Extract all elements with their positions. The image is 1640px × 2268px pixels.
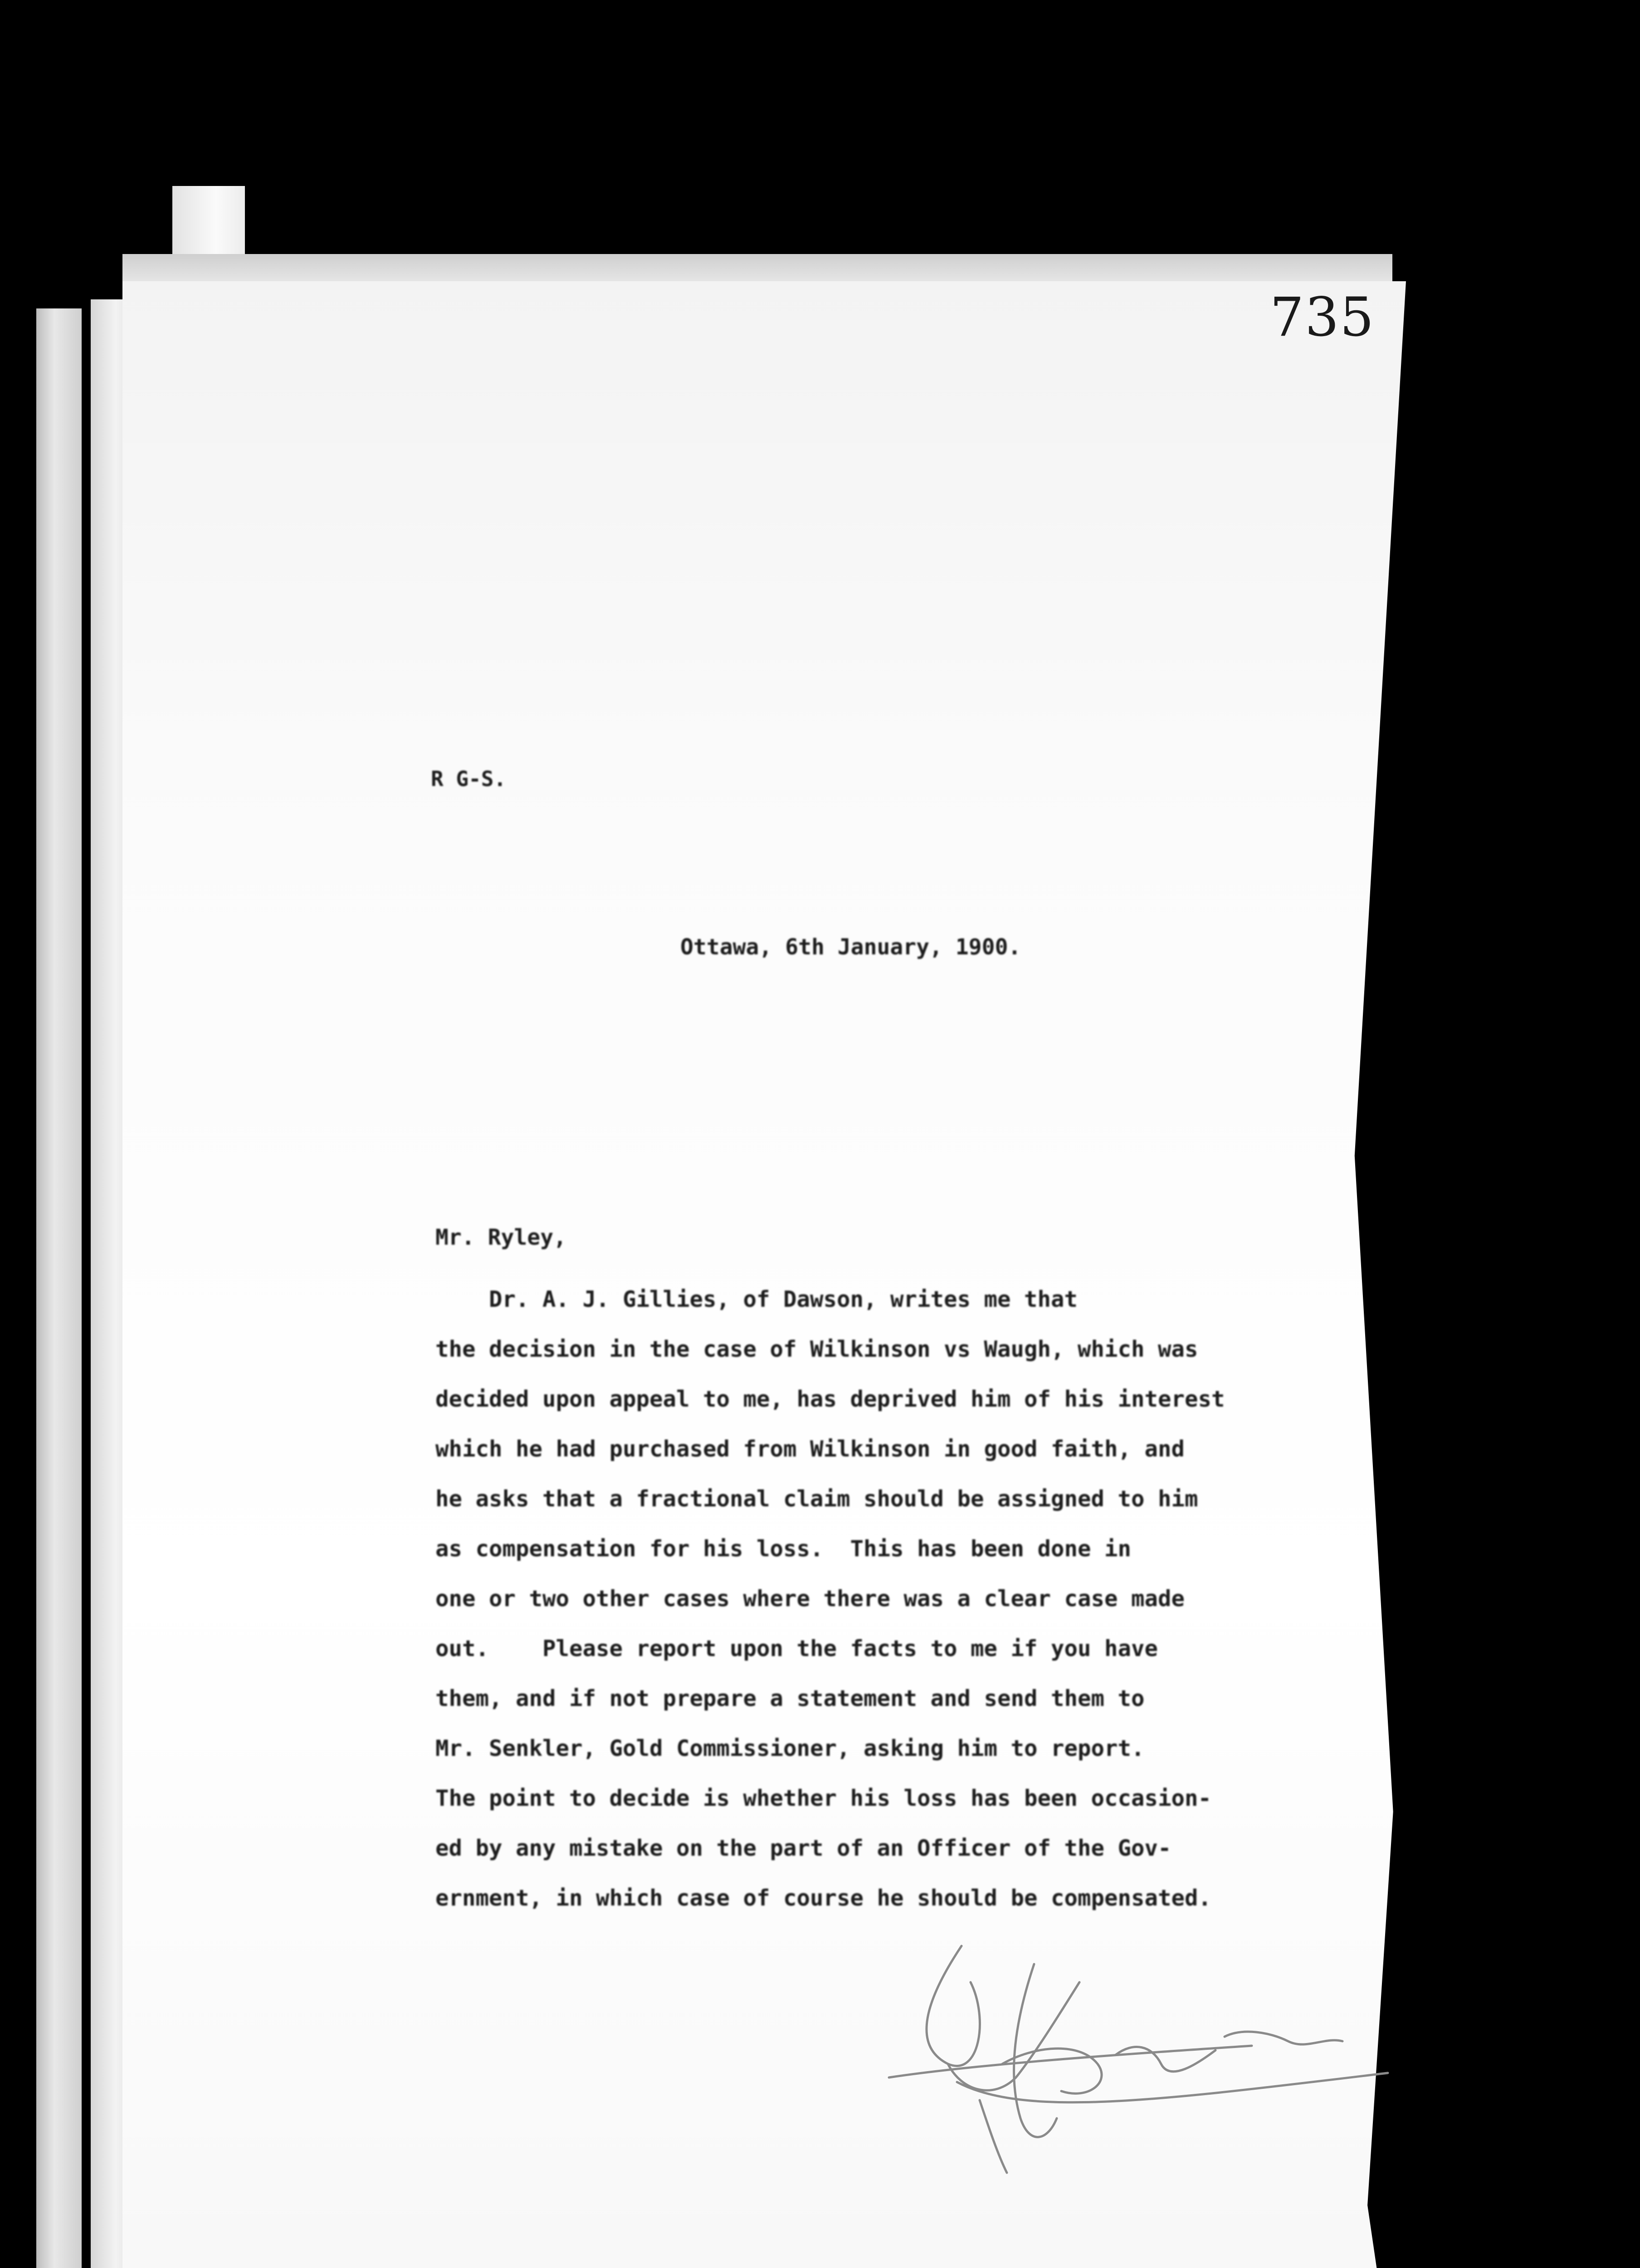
body-line: ed by any mistake on the part of an Officer of the Gov- xyxy=(435,1835,1171,1861)
body-line: out. Please report upon the facts to me if you have xyxy=(435,1636,1158,1662)
page-edge-back xyxy=(36,308,82,2268)
body-line: Mr. Senkler, Gold Commissioner, asking him to report. xyxy=(435,1735,1145,1761)
body-line: decided upon appeal to me, has deprived him of his interest xyxy=(435,1386,1225,1412)
file-reference: R G-S. xyxy=(431,767,507,791)
body-line: one or two other cases where there was a clear case made xyxy=(435,1586,1185,1612)
body-line: the decision in the case of Wilkinson vs Waugh, which was xyxy=(435,1336,1198,1362)
body-line: them, and if not prepare a statement and send them to xyxy=(435,1686,1145,1711)
letter-body xyxy=(435,1275,1411,1923)
handwritten-signature-icon xyxy=(844,1928,1433,2182)
letter-salutation: Mr. Ryley, xyxy=(435,1225,566,1250)
body-line: ernment, in which case of course he should be compensated. xyxy=(435,1885,1212,1911)
letter-dateline: Ottawa, 6th January, 1900. xyxy=(680,934,1021,960)
folio-number: 735 xyxy=(1270,286,1375,348)
body-line: which he had purchased from Wilkinson in good faith, and xyxy=(435,1436,1185,1462)
body-line: Dr. A. J. Gillies, of Dawson, writes me that xyxy=(435,1286,1078,1312)
body-line: The point to decide is whether his loss has been occasion- xyxy=(435,1785,1212,1811)
body-line: as compensation for his loss. This has been done in xyxy=(435,1536,1132,1562)
body-line: he asks that a fractional claim should be assigned to him xyxy=(435,1486,1198,1512)
